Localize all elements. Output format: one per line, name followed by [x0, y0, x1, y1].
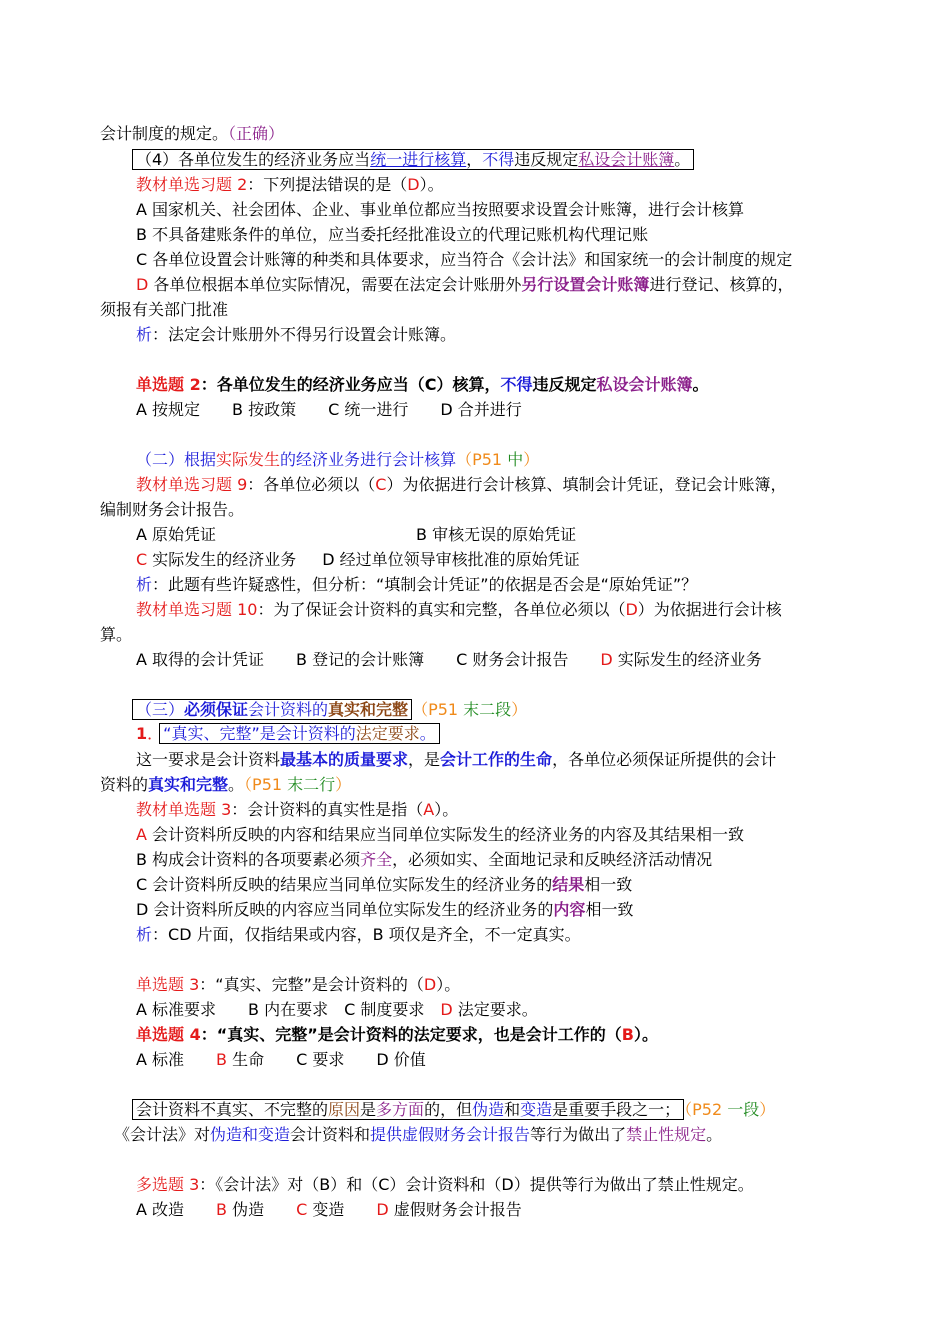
- text-run: ）。: [436, 975, 461, 994]
- text-run: ：各单位发生的经济业务应当（C）核算，: [200, 375, 501, 394]
- text-run: 进行会计核算: [360, 450, 457, 469]
- text-run: 变造: [307, 1200, 377, 1219]
- text-run: 须报有关部门批准: [100, 300, 229, 319]
- text-run: 相一致: [585, 900, 634, 919]
- text-line: [100, 775, 351, 795]
- text-run: 伪造: [227, 1200, 297, 1219]
- text-run: 法定要求: [355, 724, 420, 743]
- text-run: C 会计资料所反映的结果应当同单位实际发生的经济业务的: [136, 875, 553, 894]
- text-run: ：“真实、完整”是会计资料的（: [199, 975, 424, 994]
- text-run: （二）根据: [136, 450, 217, 469]
- text-run: 私设会计账簿: [596, 375, 693, 394]
- text-run: 法定要求。: [452, 1000, 538, 1019]
- text-line: [136, 1175, 754, 1195]
- text-run: ：“真实、完整”是会计资料的法定要求，也是会计工作的（: [200, 1025, 622, 1044]
- text-run: 。: [692, 375, 709, 394]
- text-run: C 各单位设置会计账簿的种类和具体要求，应当符合《会计法》和国家统一的会计制度的规定: [136, 250, 793, 269]
- text-run: （P51: [244, 775, 288, 794]
- text-run: A 改造: [136, 1200, 217, 1219]
- text-line: [136, 150, 694, 170]
- text-line: [136, 475, 786, 495]
- text-line: [136, 375, 709, 395]
- text-run: 各单位根据本单位实际情况，需要在法定会计账册外: [148, 275, 522, 294]
- text-line: [136, 850, 712, 870]
- text-run: ．: [147, 724, 164, 743]
- text-line: [136, 900, 633, 920]
- text-line: [100, 625, 132, 645]
- text-run: ）: [759, 1100, 776, 1119]
- text-run: C: [375, 475, 387, 494]
- text-run: A: [136, 825, 147, 844]
- text-run: C: [136, 550, 148, 569]
- text-run: 资料的: [100, 775, 149, 794]
- text-line: [136, 650, 762, 670]
- text-run: 实际发生的经济业务: [612, 650, 762, 669]
- text-run: 析: [136, 925, 153, 944]
- text-run: D 会计资料所反映的内容应当同单位实际发生的经济业务的: [136, 900, 554, 919]
- text-run: 等行为做出了: [530, 1125, 627, 1144]
- text-run: 单选题 4: [136, 1025, 201, 1044]
- boxed-highlight: [132, 699, 412, 720]
- boxed-highlight: [132, 149, 694, 170]
- text-run: 会计资料和: [290, 1125, 371, 1144]
- text-run: A 取得的会计凭证 B 登记的会计账簿 C 财务会计报告: [136, 650, 601, 669]
- text-run: 会计制度的规定。: [100, 124, 229, 143]
- text-run: A 国家机关、社会团体、企业、事业单位都应当按照要求设置会计账簿，进行会计核算: [136, 200, 745, 219]
- text-run: ）: [511, 700, 528, 719]
- text-run: 的，但: [424, 1100, 473, 1119]
- text-run: 违反规定: [514, 150, 579, 169]
- text-run: B: [216, 1200, 228, 1219]
- text-run: ：会计资料的真实性是指（: [231, 800, 424, 819]
- text-run: 统一进行核算: [370, 150, 467, 169]
- text-line: [136, 250, 792, 270]
- text-run: 不得: [500, 375, 533, 394]
- text-line: [136, 750, 776, 770]
- text-run: 经济业务: [296, 450, 361, 469]
- text-run: B: [216, 1050, 228, 1069]
- text-run: “真实、完整”: [163, 724, 260, 743]
- text-run: 中: [507, 450, 524, 469]
- text-line: [136, 600, 782, 620]
- text-run: ，各单位必须保证所提供的会计: [552, 750, 777, 769]
- text-run: 不得: [482, 150, 515, 169]
- text-run: ）为依据进行会计核算、填制会计凭证，登记会计账簿，: [386, 475, 787, 494]
- text-run: A 标准: [136, 1050, 217, 1069]
- text-run: ：《会计法》对（B）和（C）会计资料和（D）提供等行为做出了禁止性规定。: [199, 1175, 754, 1194]
- text-line: [100, 500, 244, 520]
- text-run: （正确）: [228, 124, 285, 143]
- text-run: 变造: [520, 1100, 553, 1119]
- text-run: 。: [674, 150, 691, 169]
- text-line: [136, 1000, 538, 1020]
- text-run: ）: [335, 775, 352, 794]
- text-run: 编制财务会计报告。: [100, 500, 245, 519]
- text-run: ）。: [434, 800, 459, 819]
- text-run: 私设会计账簿: [578, 150, 675, 169]
- text-run: 1: [136, 724, 148, 743]
- text-run: 多方面: [376, 1100, 425, 1119]
- text-run: 。: [228, 775, 245, 794]
- text-run: 析: [136, 325, 153, 344]
- text-run: （三）: [136, 700, 185, 719]
- text-line: [136, 1050, 426, 1070]
- text-run: D: [600, 650, 613, 669]
- text-run: D: [407, 175, 420, 194]
- text-run: 结果: [552, 875, 585, 894]
- text-run: ：为了保证会计资料的真实和完整，各单位必须以（: [257, 600, 626, 619]
- text-run: 和: [504, 1100, 521, 1119]
- text-run: 末二段: [463, 700, 512, 719]
- text-run: ）为依据进行会计核: [637, 600, 782, 619]
- text-run: 单选题 3: [136, 975, 200, 994]
- text-line: [136, 575, 697, 595]
- text-run: 一段: [727, 1100, 760, 1119]
- text-run: 会计资料的: [248, 700, 329, 719]
- text-run: ）。: [419, 175, 444, 194]
- boxed-highlight: [132, 1099, 684, 1120]
- text-line: [114, 1125, 722, 1145]
- text-run: 会计工作的生命: [440, 750, 553, 769]
- text-run: 生命 C 要求 D 价值: [227, 1050, 426, 1069]
- text-run: ：法定会计账册外不得另行设置会计账簿。: [152, 325, 457, 344]
- text-run: B 构成会计资料的各项要素必须: [136, 850, 361, 869]
- text-run: B: [621, 1025, 634, 1044]
- boxed-highlight: [159, 723, 440, 744]
- text-run: 进行登记、核算的，: [649, 275, 794, 294]
- text-run: D 经过单位领导审核批准的原始凭证: [322, 550, 580, 569]
- text-line: [136, 724, 440, 744]
- text-line: [136, 825, 744, 845]
- text-run: A 标准要求 B 内在要求 C 制度要求: [136, 1000, 441, 1019]
- text-run: 必须保证: [184, 700, 249, 719]
- text-run: 真实和完整: [148, 775, 229, 794]
- text-run: ）。: [633, 1025, 658, 1044]
- text-run: 最基本的质量要求: [280, 750, 409, 769]
- text-run: 末二行: [287, 775, 336, 794]
- text-run: 违反规定: [532, 375, 597, 394]
- text-run: 虚假财务会计报告: [388, 1200, 522, 1219]
- text-run: ）: [523, 450, 540, 469]
- text-run: 另行设置会计账簿: [521, 275, 650, 294]
- text-run: （P51: [412, 700, 464, 719]
- text-run: C: [296, 1200, 308, 1219]
- text-run: 内容: [553, 900, 586, 919]
- text-line: [136, 200, 744, 220]
- text-run: 多选题 3: [136, 1175, 200, 1194]
- text-run: 伪造: [472, 1100, 505, 1119]
- text-run: ，必须如实、全面地记录和反映经济活动情况: [392, 850, 713, 869]
- text-line: [100, 300, 228, 320]
- text-run: A 原始凭证: [136, 525, 217, 544]
- text-line: [136, 275, 793, 295]
- text-run: 是: [360, 1100, 377, 1119]
- text-run: 会计资料不真实、不完整的: [136, 1100, 329, 1119]
- text-run: A: [423, 800, 435, 819]
- text-line: [136, 975, 460, 995]
- text-run: B 不具备建账条件的单位，应当委托经批准设立的代理记账机构代理记账: [136, 225, 649, 244]
- text-run: 实际发生的经济业务: [147, 550, 297, 569]
- text-line: [136, 525, 576, 545]
- text-run: 。: [706, 1125, 723, 1144]
- text-run: D: [376, 1200, 389, 1219]
- text-run: 《会计法》对: [114, 1125, 211, 1144]
- text-line: [136, 225, 648, 245]
- text-run: B 审核无误的原始凭证: [416, 525, 577, 544]
- text-line: [136, 700, 527, 720]
- text-line: [136, 175, 444, 195]
- text-run: 教材单选题 3: [136, 800, 232, 819]
- text-run: 会计资料所反映的内容和结果应当同单位实际发生的经济业务的内容及其结果相一致: [146, 825, 745, 844]
- text-line: [136, 1025, 658, 1045]
- text-run: 禁止性规定: [626, 1125, 707, 1144]
- text-run: D: [440, 1000, 453, 1019]
- text-run: ：CD 片面，仅指结果或内容，B 项仅是齐全，不一定真实。: [152, 925, 581, 944]
- text-run: 析: [136, 575, 153, 594]
- text-run: 教材单选习题 10: [136, 600, 258, 619]
- text-run: 齐全: [360, 850, 393, 869]
- text-line: [136, 450, 539, 470]
- text-line: [136, 1200, 522, 1220]
- text-run: 实际发生: [216, 450, 281, 469]
- text-run: 伪造和变造: [210, 1125, 291, 1144]
- text-run: 单选题 2: [136, 375, 201, 394]
- text-run: D: [423, 975, 437, 994]
- text-line: [136, 1100, 775, 1120]
- text-run: 。: [419, 724, 436, 743]
- text-run: 真实和完整: [328, 700, 409, 719]
- text-run: D: [136, 275, 149, 294]
- text-run: （4）各单位发生的经济业务应当: [136, 150, 371, 169]
- text-line: [136, 550, 580, 570]
- text-run: （P51: [456, 450, 508, 469]
- text-line: [100, 124, 284, 144]
- text-run: ：下列提法错误的是（: [247, 175, 408, 194]
- text-run: ，是: [408, 750, 441, 769]
- text-line: [136, 325, 456, 345]
- text-line: [136, 875, 632, 895]
- text-line: [136, 400, 522, 420]
- text-run: A 按规定 B 按政策 C 统一进行 D 合并进行: [136, 400, 522, 419]
- text-run: ：此题有些许疑惑性，但分析：“填制会计凭证”的依据是否会是“原始凭证”？: [152, 575, 698, 594]
- text-run: 提供虚假财务会计报告: [370, 1125, 531, 1144]
- text-run: 教材单选习题 9: [136, 475, 248, 494]
- text-run: ：各单位必须以（: [247, 475, 376, 494]
- text-run: 原因: [328, 1100, 361, 1119]
- text-run: 教材单选习题 2: [136, 175, 248, 194]
- text-run: （P52: [684, 1100, 728, 1119]
- text-run: 是会计资料的: [259, 724, 356, 743]
- text-run: 是重要手段之一；: [552, 1100, 681, 1119]
- text-line: [136, 925, 581, 945]
- text-line: [136, 800, 458, 820]
- text-run: 的: [280, 450, 297, 469]
- text-run: D: [625, 600, 638, 619]
- text-run: 这一要求是会计资料: [136, 750, 281, 769]
- text-run: 相一致: [584, 875, 633, 894]
- text-run: ，: [466, 150, 483, 169]
- text-run: 算。: [100, 625, 133, 644]
